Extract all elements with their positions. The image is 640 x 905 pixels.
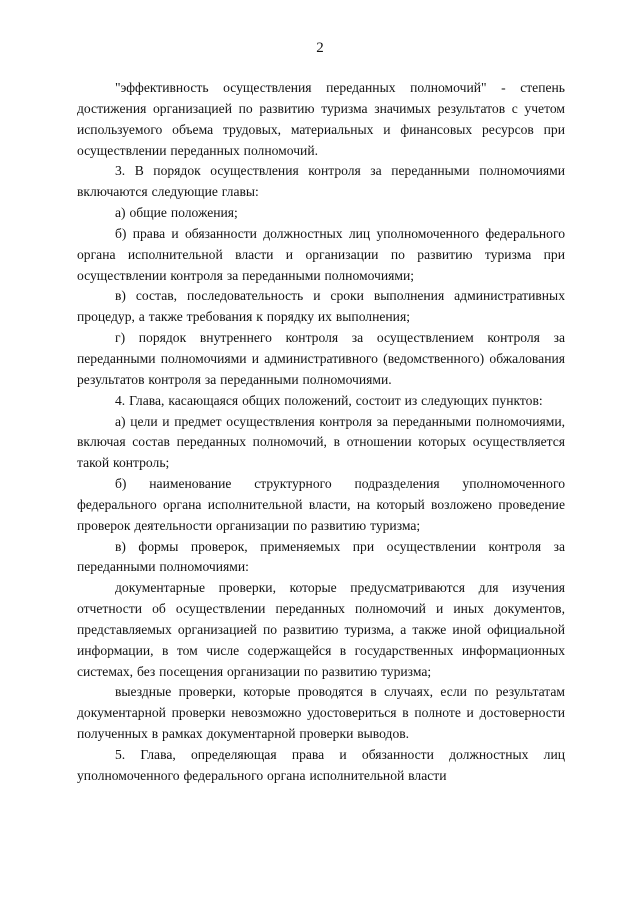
paragraph-item-3v: в) состав, последовательность и сроки выполнения административных процедур, а также требования к порядку их выполнения; [77, 288, 565, 325]
paragraph-item-3b: б) права и обязанности должностных лиц уполномоченного федерального органа исполнительной власти и организации по развитию туризма при осуществлении контроля за переданными полномочиями; [77, 225, 565, 283]
paragraph-definition: "эффективность осуществления переданных полномочий" - степень достижения организацией по развитию туризма значимых результатов с учетом используемого объема трудовых, материальных и финансовых ресурсов при осуществлении переданных полномочий. [77, 80, 565, 158]
paragraph-item-4a: а) цели и предмет осуществления контроля за переданными полномочиями, включая состав переданных полномочий, в отношении которых осуществляется такой контроль; [77, 413, 565, 471]
paragraph-item-3g: г) порядок внутреннего контроля за осуществлением контроля за переданными полномочиями и административного (ведомственного) обжалования результатов контроля за переданными полномочиями. [77, 330, 565, 387]
document-body [77, 78, 565, 787]
paragraph-onsite-checks: выездные проверки, которые проводятся в случаях, если по результатам документарной проверки невозможно удостовериться в полноте и достоверности полученных в рамках документарной проверки выводов. [77, 684, 565, 742]
paragraph-item-3: 3. В порядок осуществления контроля за переданными полномочиями включаются следующие главы: [77, 163, 565, 200]
paragraph-item-4v: в) формы проверок, применяемых при осуществлении контроля за переданными полномочиями: [77, 538, 565, 575]
paragraph-item-3a: а) общие положения; [115, 205, 238, 221]
paragraph-documentary-checks: документарные проверки, которые предусматриваются для изучения отчетности об осуществлении переданных полномочий и иных документов, представляемых организацией по развитию туризма, а также иной официальной информации, в том числе содержащейся в государственных информационных системах, без посещения организации по развитию туризма; [77, 580, 565, 679]
paragraph-item-4: 4. Глава, касающаяся общих положений, состоит из следующих пунктов: [115, 392, 543, 408]
paragraph-item-4b: б) наименование структурного подразделения уполномоченного федерального органа исполнительной власти, на который возложено проведение проверок деятельности организации по развитию туризма; [77, 476, 565, 533]
paragraph-item-5: 5. Глава, определяющая права и обязанности должностных лиц уполномоченного федерального органа исполнительной власти [77, 747, 565, 783]
page-number: 2 [316, 40, 324, 56]
